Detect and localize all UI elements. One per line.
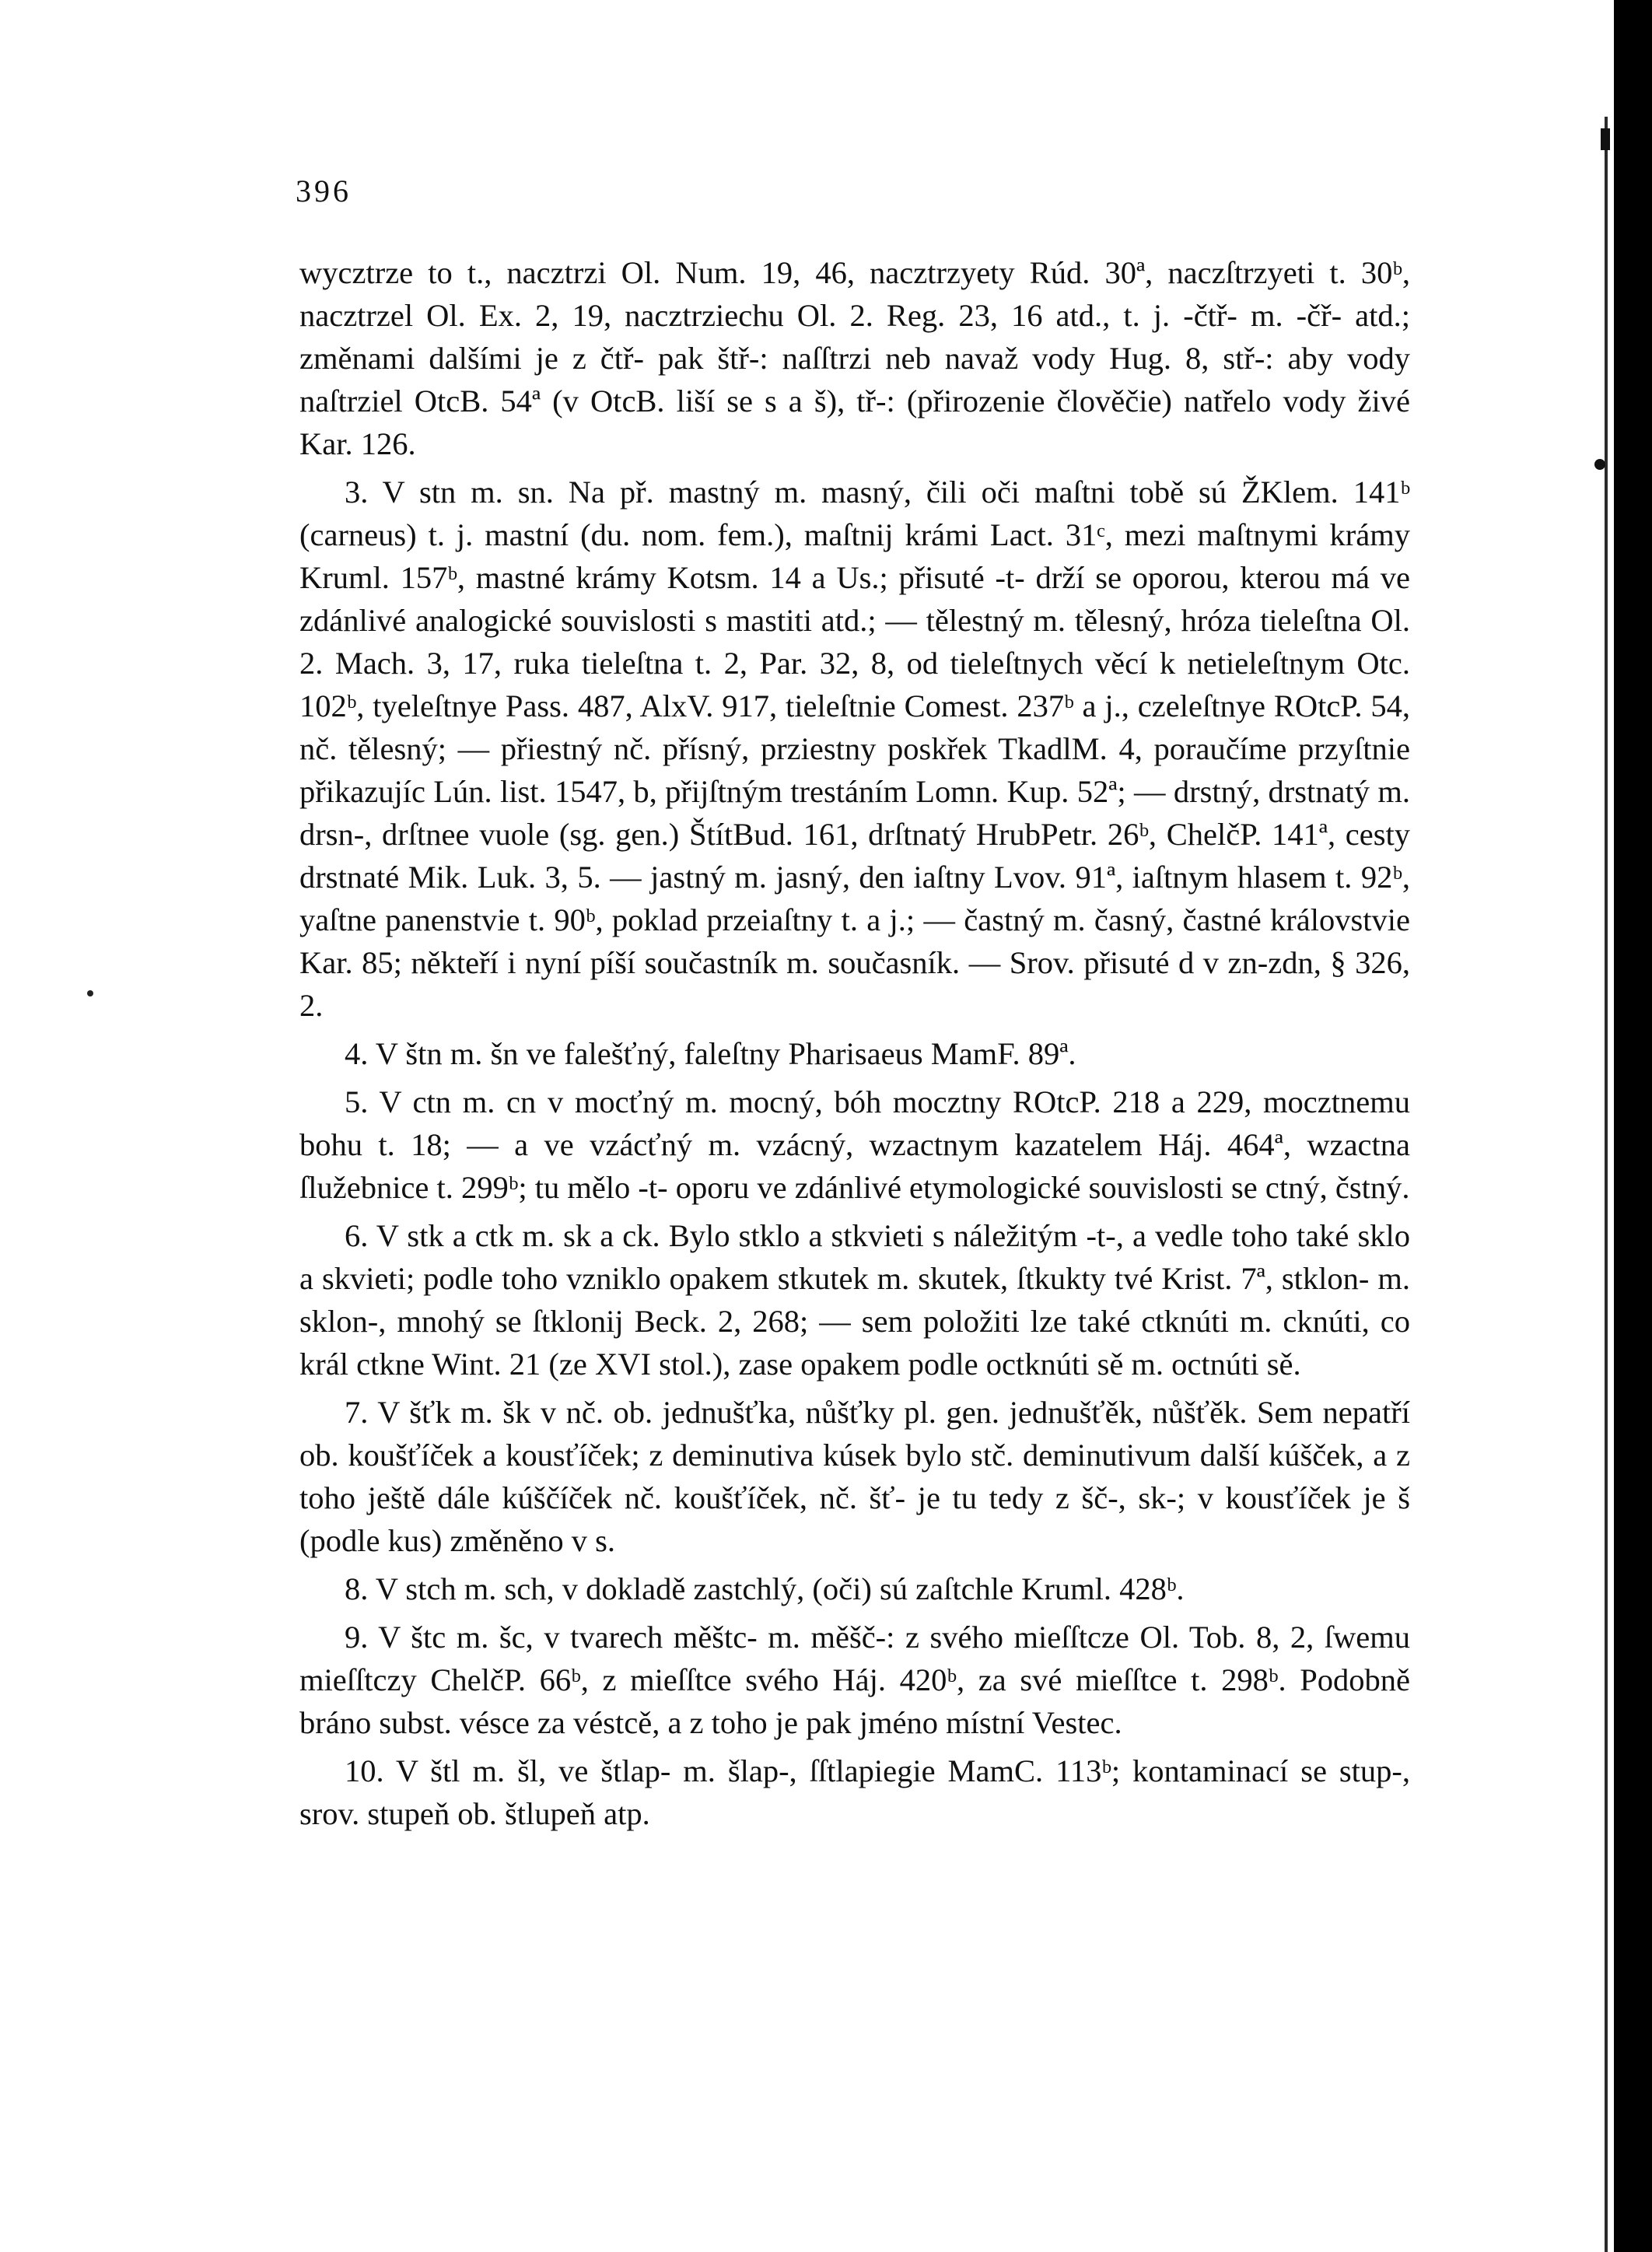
paragraph-9-stc: 9. V štc m. šc, v tvarech měštc- m. měšč-: z svého mieſſtcze Ol. Tob. 8, 2, ſwemu mieſſtczy ChelčP. 66ᵇ, z mieſſtce svého Háj. 420ᵇ, za své mieſſtce t. 298ᵇ. Podobně bráno subst. vésce za véstcě, a z toho je pak jméno místní Vestec. bbox=[299, 1620, 1410, 1740]
page-number: 396 bbox=[296, 173, 352, 208]
page-edge-line bbox=[1605, 117, 1608, 2252]
paragraph-10-stl: 10. V štl m. šl, ve štlap- m. šlap-, ſſtlapiegie MamC. 113ᵇ; kontaminací se stup-, srov. stupeň ob. štlupeň atp. bbox=[299, 1753, 1410, 1831]
paragraph-8-stch: 8. V stch m. sch, v dokladě zastchlý, (oči) sú zaſtchle Kruml. 428ᵇ. bbox=[345, 1571, 1185, 1606]
paragraph-continuation: wycztrze to t., nacztrzi Ol. Num. 19, 46, nacztrzyety Rúd. 30ª, naczſtrzyeti t. 30ᵇ, nacztrzel Ol. Ex. 2, 19, nacztrziechu Ol. 2. Reg. 23, 16 atd., t. j. -čtř- m. -čř- atd.; změnami dalšími je z čtř- pak štř-: naſſtrzi neb navaž vody Hug. 8, stř-: aby vody naſtrziel OtcB. 54ª (v OtcB. liší se s a š), tř-: (přirozenie člověčie) natřelo vody živé Kar. 126. bbox=[299, 255, 1410, 461]
paragraph-7-stk: 7. V šťk m. šk v nč. ob. jednušťka, nůšťky pl. gen. jednušťěk, nůšťěk. Sem nepatří ob. koušťíček a kousťíček; z deminutiva kúsek bylo stč. deminutivum další kúšček, a z toho ještě dále kúščíček nč. koušťíček, nč. šť- je tu tedy z šč-, sk-; v kousťíček je š (podle kus) změněno v s. bbox=[299, 1395, 1410, 1558]
paragraph-3-stn: 3. V stn m. sn. Na př. mastný m. masný, čili oči maſtni tobě sú ŽKlem. 141ᵇ (carneus) t. j. mastní (du. nom. fem.), maſtnij krámi Lact. 31ᶜ, mezi maſtnymi krámy Kruml. 157ᵇ, mastné krámy Kotsm. 14 a Us.; přisuté -t- drží se oporou, kterou má ve zdánlivé analogické souvislosti s mastiti atd.; — tělestný m. tělesný, hróza tieleſtna Ol. 2. Mach. 3, 17, ruka tieleſtna t. 2, Par. 32, 8, od tieleſtnych věcí k netieleſtnym Otc. 102ᵇ, tyeleſtnye Pass. 487, AlxV. 917, tieleſtnie Comest. 237ᵇ a j., czeleſtnye ROtcP. 54, nč. tělesný; — přiestný nč. přísný, prziestny poskřek TkadlM. 4, poraučíme przyſtnie přikazujíc Lún. list. 1547, b, přijſtným trestáním Lomn. Kup. 52ª; — drstný, drstnatý m. drsn-, drſtnee vuole (sg. gen.) ŠtítBud. 161, drſtnatý HrubPetr. 26ᵇ, ChelčP. 141ª, cesty drstnaté Mik. Luk. 3, 5. — jastný m. jasný, den iaſtny Lvov. 91ª, iaſtnym hlasem t. 92ᵇ, yaſtne panenstvie t. 90ᵇ, poklad przeiaſtny t. a j.; — častný m. časný, častné královstvie Kar. 85; někteří i nyní píší součastník m. současník. — Srov. přisuté d v zn-zdn, § 326, 2. bbox=[299, 475, 1410, 1023]
scan-border bbox=[1614, 0, 1652, 2252]
scan-speck bbox=[87, 990, 93, 996]
edge-mark bbox=[1601, 128, 1610, 150]
paragraph-6-stk: 6. V stk a ctk m. sk a ck. Bylo stklo a stkvieti s náležitým -t-, a vedle toho také sklo a skvieti; podle toho vzniklo opakem stkutek m. skutek, ſtkukty tvé Krist. 7ª, stklon- m. sklon-, mnohý se ſtklonij Beck. 2, 268; — sem položiti lze také ctknúti m. cknúti, co král ctkne Wint. 21 (ze XVI stol.), zase opakem podle octknúti sě m. octnúti sě. bbox=[299, 1218, 1410, 1382]
edge-mark bbox=[1594, 459, 1605, 470]
paragraph-4-stn: 4. V štn m. šn ve falešťný, faleſtny Pharisaeus MamF. 89ª. bbox=[345, 1036, 1076, 1071]
body-text bbox=[299, 251, 1410, 1840]
paragraph-5-ctn: 5. V ctn m. cn v mocťný m. mocný, bóh mocztny ROtcP. 218 a 229, mocztnemu bohu t. 18; — a ve vzácťný m. vzácný, wzactnym kazatelem Háj. 464ª, wzactna ſlužebnice t. 299ᵇ; tu mělo -t- oporu ve zdánlivé etymologické souvislosti se ctný, čstný. bbox=[299, 1084, 1410, 1205]
